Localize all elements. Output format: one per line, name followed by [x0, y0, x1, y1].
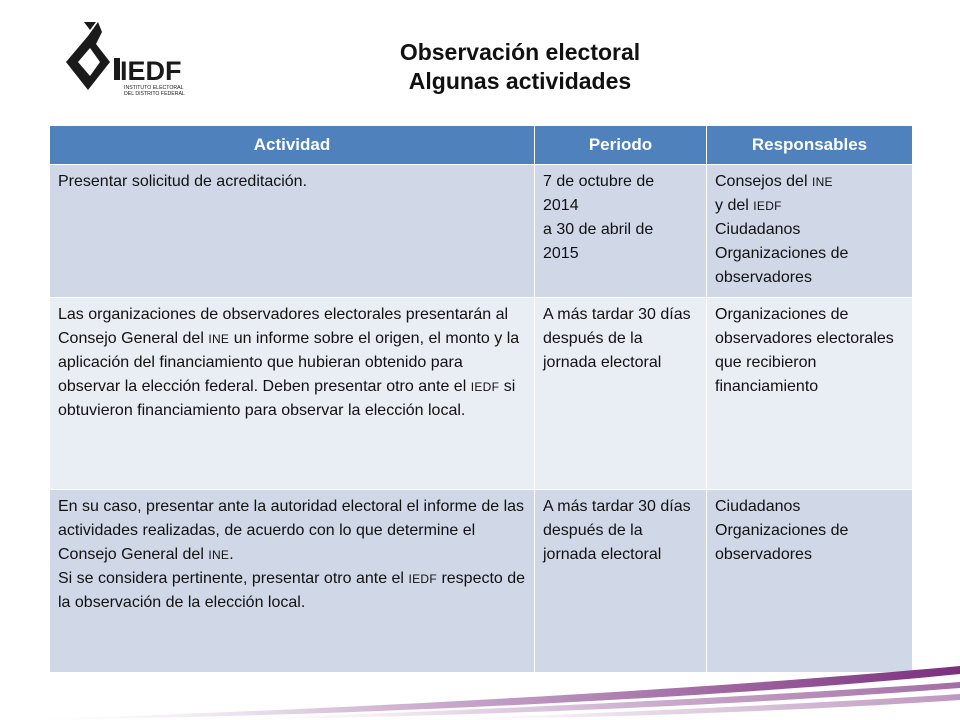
header-actividad: Actividad [50, 126, 535, 165]
table-row [50, 165, 913, 298]
period-cell [535, 490, 707, 673]
period-cell [535, 165, 707, 298]
activity-cell: Las organizaciones de observadores electorales presentarán al Consejo General del INE un informe sobre el origen, el monto y la aplicación del financiamiento que hubieran obtenido para observar la elección federal. Deben presentar otro ante el IEDF si obtuvieron financiamiento para observar la elección local. [50, 298, 535, 490]
title-line-2: Algunas actividades [408, 68, 632, 94]
activity-cell: En su caso, presentar ante la autoridad electoral el informe de las actividades realizadas, de acuerdo con lo que determine el Consejo General del INE. Si se considera pertinente, presentar otro ante el IEDF respecto de la observación de la elección local. [50, 490, 535, 673]
page-title [300, 38, 740, 96]
period-text: A más tardar 30 días después de la jornada electoral [543, 306, 691, 371]
iedf-abbr: IEDF [408, 572, 437, 586]
resp-line: Organizaciones de observadores [715, 522, 849, 563]
period-line: 7 de octubre de 2014 [543, 173, 655, 214]
responsables-cell [707, 165, 913, 298]
activity-cell [50, 165, 535, 298]
table-row [50, 490, 913, 673]
iedf-abbr: IEDF [470, 380, 500, 394]
responsables-cell [707, 490, 913, 673]
iedf-logo [58, 18, 192, 100]
title-line-1: Observación electoral [399, 39, 641, 65]
resp-line: Ciudadanos [715, 498, 801, 515]
resp-line: Consejos del INE [715, 173, 833, 190]
iedf-emblem-icon [58, 18, 192, 100]
table-header-row [50, 126, 913, 165]
period-cell [535, 298, 707, 490]
logo-subtitle-2: DEL DISTRITO FEDERAL [124, 91, 185, 97]
ine-abbr: INE [811, 175, 833, 189]
resp-line: Organizaciones de observadores [715, 245, 849, 286]
period-text: A más tardar 30 días después de la jornada electoral [543, 498, 691, 563]
table-row [50, 298, 913, 490]
ine-abbr: INE [208, 548, 230, 562]
iedf-abbr: IEDF [753, 199, 782, 213]
activity-text: Presentar solicitud de acreditación. [58, 173, 308, 190]
responsables-cell [707, 298, 913, 490]
resp-line: Ciudadanos [715, 221, 801, 238]
logo-brand: IEDF [120, 56, 182, 86]
decorative-swoosh [0, 660, 960, 720]
resp-line: y del IEDF [715, 197, 782, 214]
resp-text: Organizaciones de observadores electorales que recibieron financiamiento [715, 306, 894, 395]
header-periodo: Periodo [535, 126, 707, 165]
ine-abbr: INE [208, 332, 230, 346]
period-line: a 30 de abril de 2015 [543, 221, 654, 262]
activities-table [49, 125, 913, 673]
header-responsables: Responsables [707, 126, 913, 165]
logo-subtitle-1: INSTITUTO ELECTORAL [124, 85, 184, 91]
